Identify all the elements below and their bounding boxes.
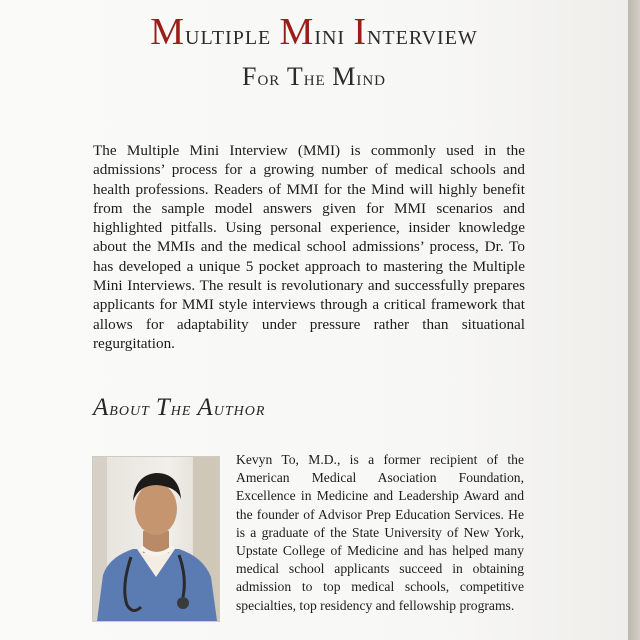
subtitle-word: Mind <box>332 62 386 91</box>
author-bio: Kevyn To, M.D., is a former recipient of the American Medical Asociation Foundation, Excellence in Medicine and Leadership Award and the founder of Advisor Prep Education Services. He is a graduate of the State University of New York, Upstate College of Medicine and has helped many medical school applicants succeed in obtaining admission to top medical schools, competitive specialties, top residency and fellowship programs. <box>236 452 524 613</box>
title-word: Multiple <box>150 11 272 53</box>
about-author-heading <box>93 394 265 422</box>
title-word: Mini <box>279 11 346 53</box>
author-photo <box>92 456 220 622</box>
page-edge <box>628 0 640 640</box>
heading-word: About <box>93 394 150 421</box>
book-subtitle <box>0 62 628 92</box>
subtitle-word: The <box>286 62 326 91</box>
subtitle-word: For <box>242 62 281 91</box>
title-word: Interview <box>353 11 478 53</box>
heading-word: The <box>155 394 192 421</box>
book-description: The Multiple Mini Interview (MMI) is commonly used in the admissions’ process for a growing number of medical schools and health professions. Readers of MMI for the Mind will highly benefit from the sample model answers given for MMI scenarios and highlighted pitfalls. Using personal experience, insider knowledge about the MMIs and the medical school admissions’ process, Dr. To has developed a unique 5 pocket approach to mastering the Multiple Mini Interviews. The result is revolutionary and successfully prepares applicants for MMI style interviews through a critical framework that allows for adaptability under pressure rather than situational regurgitation. <box>93 142 525 352</box>
book-title <box>0 10 628 54</box>
heading-word: Author <box>197 394 266 421</box>
